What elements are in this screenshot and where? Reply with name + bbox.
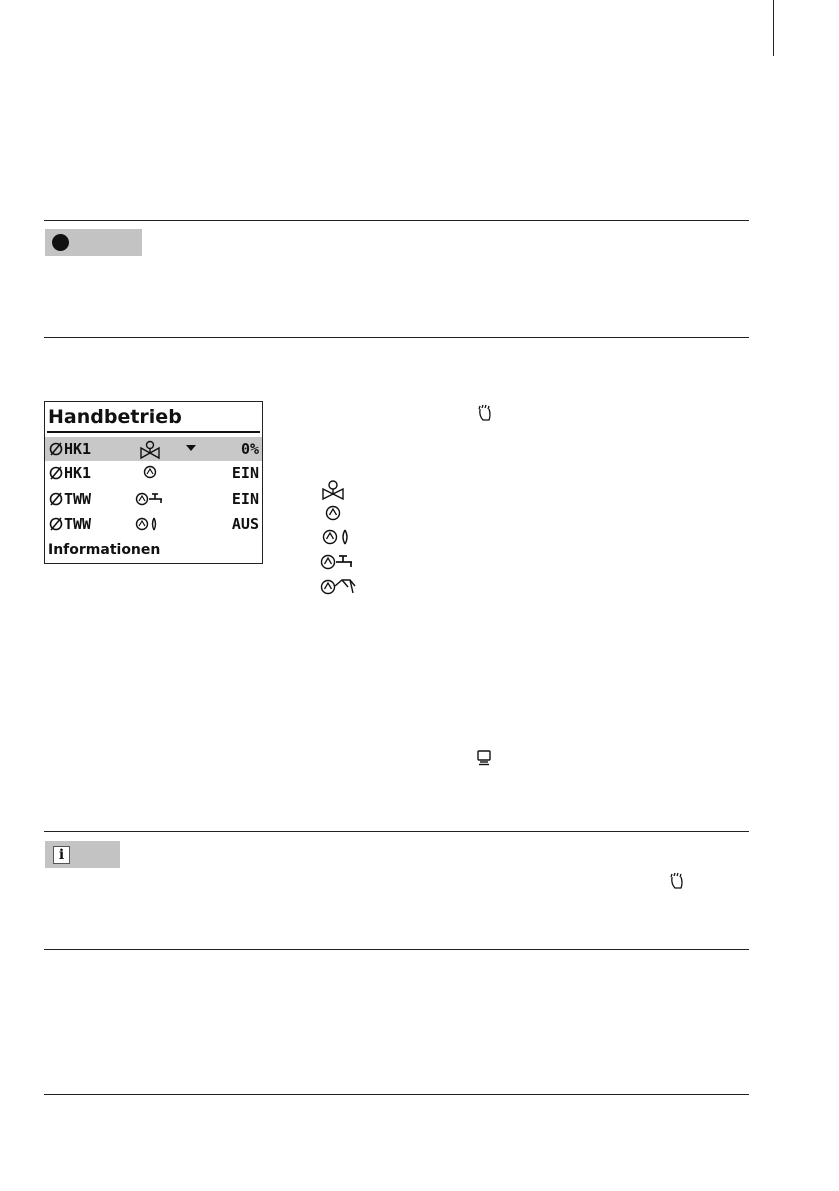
row-value: EIN [231,490,259,508]
info-bottom-rule [44,949,749,950]
dropdown-arrow-icon [186,445,196,451]
monitor-icon [476,750,492,766]
filled-circle-icon [52,234,69,251]
row-value: EIN [231,464,259,482]
manual-mode-icon [48,487,64,511]
pump-solar-icon [320,578,356,596]
circuit-label: HK1 [64,440,92,458]
info-icon: i [53,846,70,864]
display-title-separator [47,431,260,433]
manual-mode-icon [48,512,64,536]
page-edge-line [773,0,774,56]
pump-icon [324,504,344,522]
manual-mode-icon [48,461,64,485]
mixer-valve-icon [320,480,346,500]
display-title: Handbetrieb [48,406,182,428]
display-row-hk1-pump [45,461,262,485]
pump-circulation-icon [135,515,165,533]
pump-circulation-icon [322,528,358,546]
row-value: AUS [231,515,259,533]
mixer-valve-icon [135,440,165,458]
circuit-label: TWW [64,490,92,508]
pump-icon [135,464,165,482]
info-top-rule [44,831,749,832]
display-screen [44,401,263,564]
row-value: 0% [240,440,259,458]
warning-badge [45,229,142,256]
manual-mode-icon [48,437,64,461]
display-footer-informationen: Informationen [48,542,161,558]
hand-icon [668,872,686,890]
display-row-tww-pump-tap [45,487,262,511]
display-row-hk1-mixer [45,437,262,461]
display-row-tww-circulation [45,512,262,536]
notice-bottom-rule [44,337,749,338]
hand-icon [476,404,494,422]
footer-rule [44,1094,749,1095]
pump-tap-icon [135,490,165,508]
pump-tap-icon [320,553,356,571]
circuit-label: HK1 [64,464,92,482]
notice-top-rule [44,220,749,221]
circuit-label: TWW [64,515,92,533]
info-badge [45,841,120,868]
